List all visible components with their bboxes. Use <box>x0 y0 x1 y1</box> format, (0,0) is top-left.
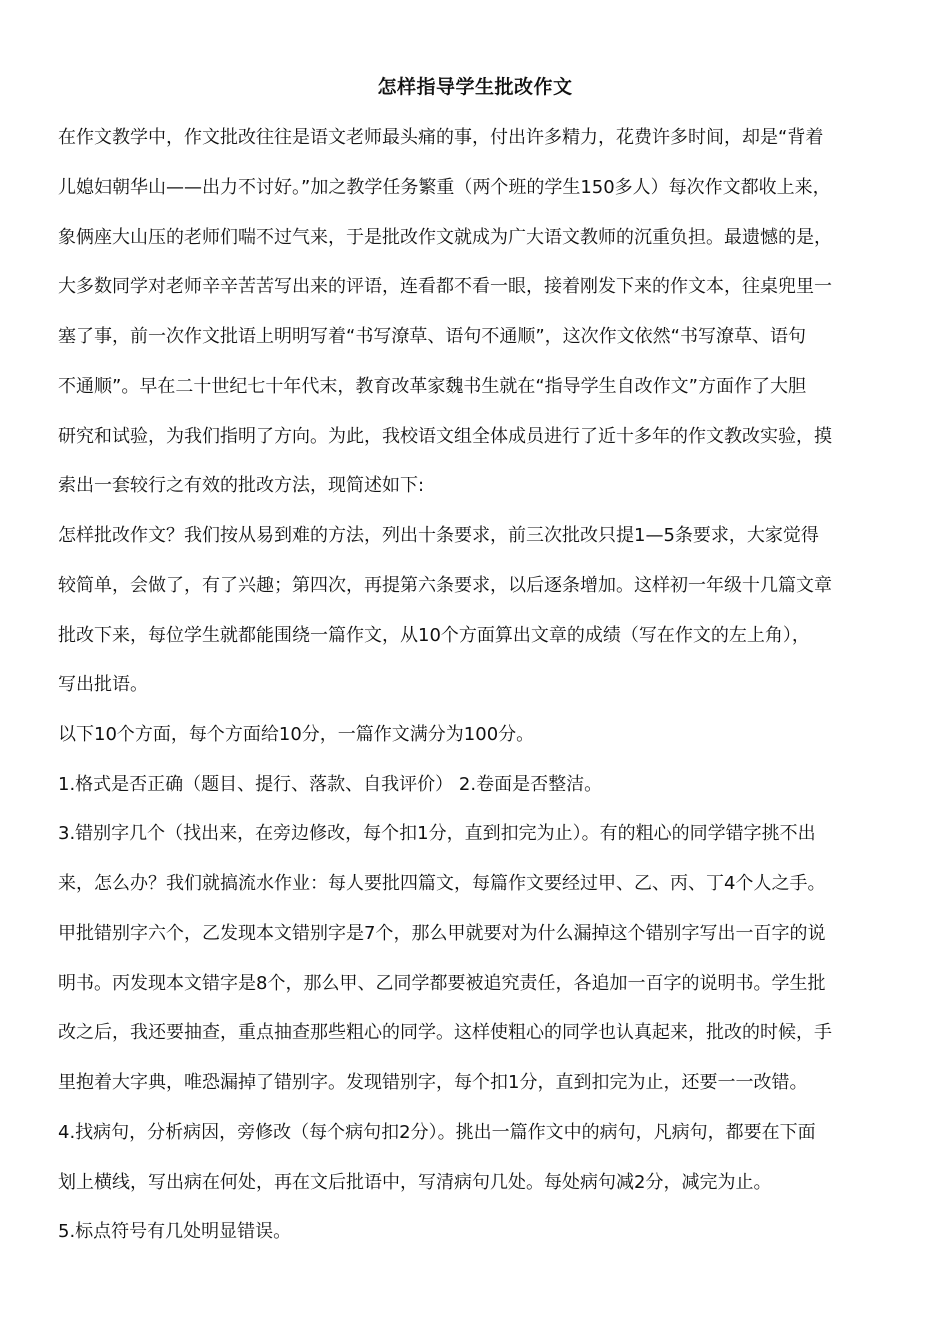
paragraph-line: 儿媳妇朝华山——出力不讨好。”加之教学任务繁重（两个班的学生150多人）每次作文都收上来， <box>58 177 831 198</box>
paragraph-line: 5.标点符号有几处明显错误。 <box>58 1221 292 1242</box>
paragraph-line: 划上横线，写出病在何处，再在文后批语中，写清病句几处。每处病句减2分，减完为止。 <box>58 1172 772 1193</box>
document-title: 怎样指导学生批改作文 <box>377 76 573 98</box>
paragraph-line: 怎样批改作文？我们按从易到难的方法，列出十条要求，前三次批改只提1—5条要求，大家觉得 <box>58 525 819 546</box>
paragraph-line: 里抱着大字典，唯恐漏掉了错别字。发现错别字，每个扣1分，直到扣完为止，还要一一改错。 <box>58 1072 808 1093</box>
paragraph-line: 1.格式是否正确（题目、提行、落款、自我评价） 2.卷面是否整洁。 <box>58 774 603 795</box>
paragraph-line: 改之后，我还要抽查，重点抽查那些粗心的同学。这样使粗心的同学也认真起来，批改的时候，手 <box>58 1022 832 1043</box>
paragraph-line: 甲批错别字六个，乙发现本文错别字是7个，那么甲就要对为什么漏掉这个错别字写出一百字的说 <box>58 923 826 944</box>
paragraph-line: 以下10个方面，每个方面给10分，一篇作文满分为100分。 <box>58 724 535 745</box>
paragraph-line: 明书。丙发现本文错字是8个，那么甲、乙同学都要被追究责任，各追加一百字的说明书。学生批 <box>58 973 826 994</box>
paragraph-line: 大多数同学对老师辛辛苦苦写出来的评语，连看都不看一眼，接着刚发下来的作文本，往桌兜里一 <box>58 276 832 297</box>
paragraph-line: 写出批语。 <box>58 674 148 695</box>
paragraph-line: 研究和试验，为我们指明了方向。为此，我校语文组全体成员进行了近十多年的作文教改实验，摸 <box>58 426 832 447</box>
paragraph-line: 象俩座大山压的老师们喘不过气来，于是批改作文就成为广大语文教师的沉重负担。最遗憾的是， <box>58 227 832 248</box>
paragraph-line: 4.找病句，分析病因，旁修改（每个病句扣2分）。挑出一篇作文中的病句，凡病句，都要在下面 <box>58 1122 816 1143</box>
paragraph-line: 不通顺”。早在二十世纪七十年代末，教育改革家魏书生就在“指导学生自改作文”方面作了大胆 <box>58 376 806 397</box>
paragraph-line: 较简单，会做了，有了兴趣；第四次，再提第六条要求，以后逐条增加。这样初一年级十几篇文章 <box>58 575 832 596</box>
paragraph-line: 3.错别字几个（找出来，在旁边修改，每个扣1分，直到扣完为止）。有的粗心的同学错字挑不出 <box>58 823 816 844</box>
paragraph-line: 批改下来，每位学生就都能围绕一篇作文，从10个方面算出文章的成绩（写在作文的左上角）， <box>58 625 810 646</box>
paragraph-line: 索出一套较行之有效的批改方法，现简述如下: <box>58 475 425 496</box>
paragraph-line: 塞了事，前一次作文批语上明明写着“书写潦草、语句不通顺”，这次作文依然“书写潦草、语句 <box>58 326 806 347</box>
paragraph-line: 来，怎么办？我们就搞流水作业：每人要批四篇文，每篇作文要经过甲、乙、丙、丁4个人之手。 <box>58 873 826 894</box>
paragraph-line: 在作文教学中，作文批改往往是语文老师最头痛的事，付出许多精力，花费许多时间，却是“背着 <box>58 127 824 148</box>
